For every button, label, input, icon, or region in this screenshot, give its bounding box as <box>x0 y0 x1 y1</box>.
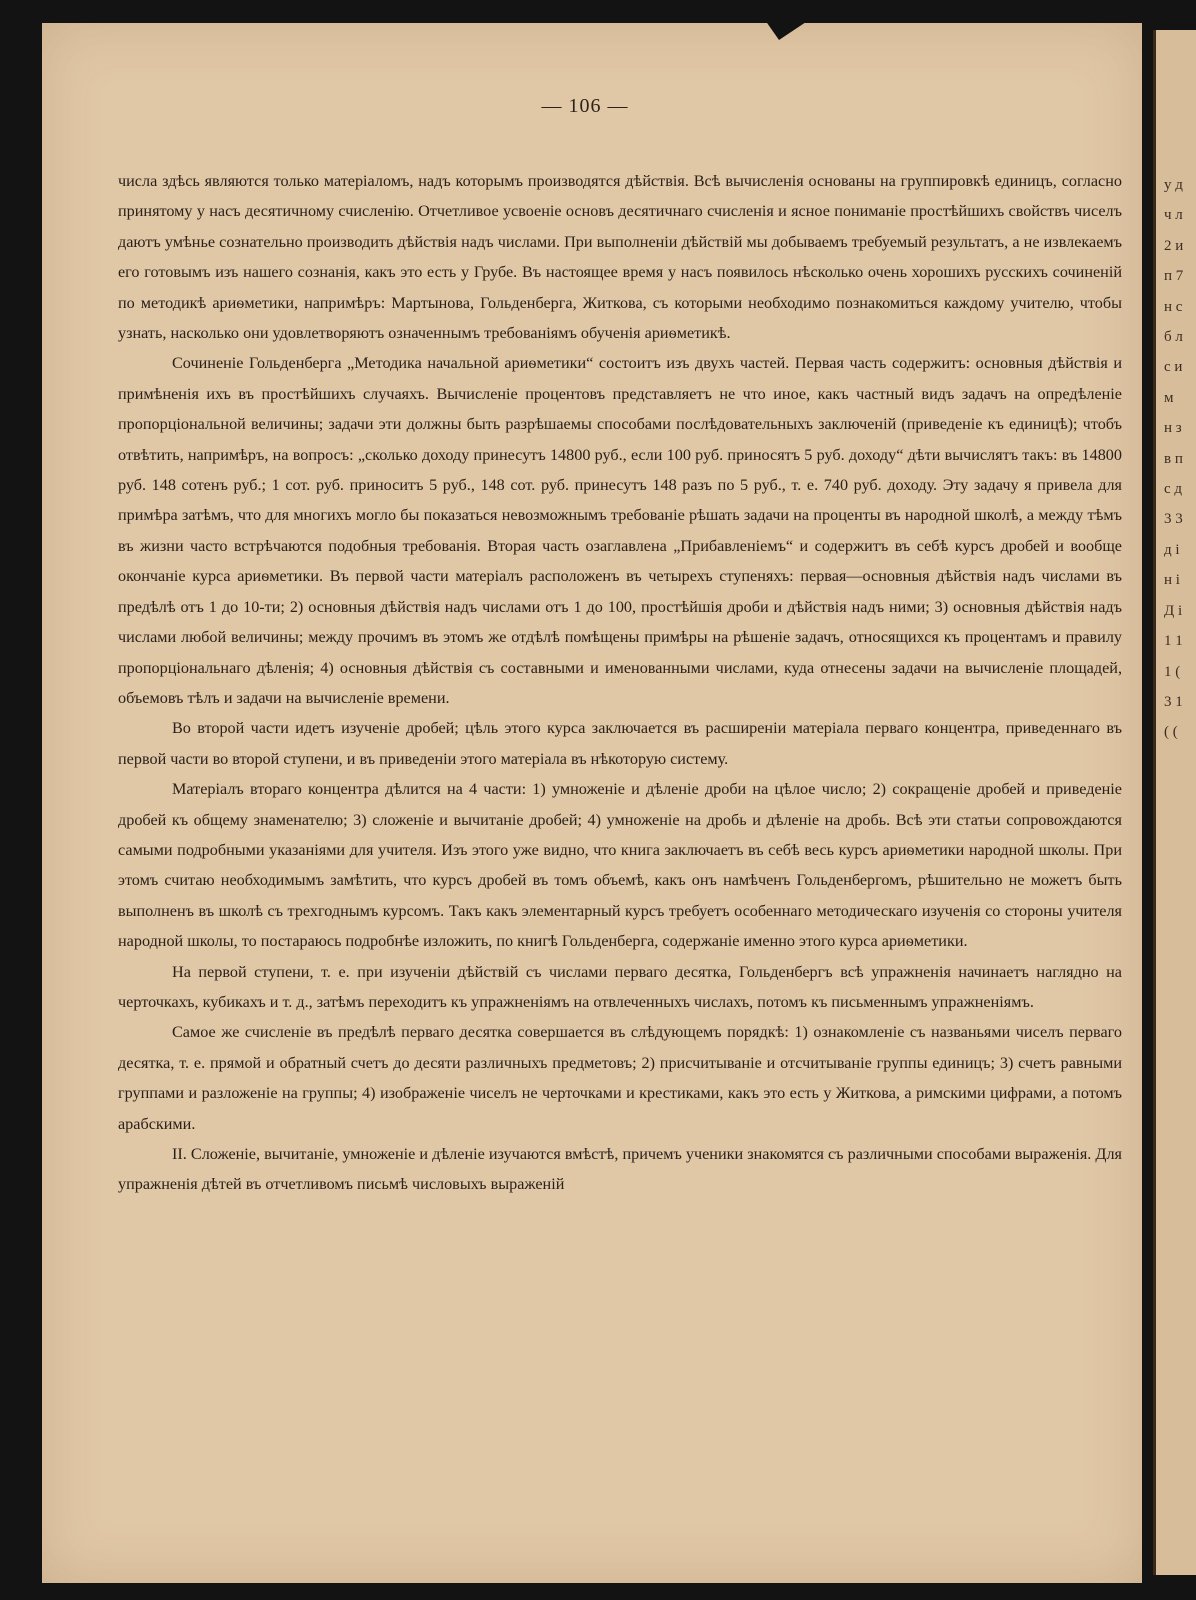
next-page-edge-letters: у д ч л 2 и п 7 н с б л с и м н з в п с д 3 3 д і н і Д і 1 1 1 ( 3 1 ( ( <box>1164 177 1184 741</box>
page-number: — 106 — <box>541 95 629 117</box>
paragraph: Самое же счисленіе въ предѣлѣ перваго десятка совершается въ слѣдующемъ порядкѣ: 1) ознакомленіе съ названьями чиселъ перваго десятка, т. е. прямой и обратный счетъ до десяти различныхъ предметовъ; 2) присчитываніе и отсчитываніе группы единицъ; 3) счетъ равными группами и разложеніе на группы; 4) изображеніе чиселъ не черточками и крестиками, какъ это есть у Житкова, а римскими цифрами, а потомъ арабскими. <box>118 1023 1122 1133</box>
paragraph: Сочиненіе Гольденберга „Методика начальной ариѳметики“ состоитъ изъ двухъ частей. Первая часть содержитъ: основныя дѣйствія и примѣненія ихъ въ простѣйшихъ случаяхъ. Вычисленіе процентовъ представляетъ не что иное, какъ частный видъ задачъ на опредѣленіе пропорціональной величины; задачи эти должны быть разрѣшаемы способами послѣдовательныхъ заключеній (приведеніе къ единицѣ); чтобъ отвѣтить, напримѣръ, на вопросъ: „сколько доходу принесутъ 14800 руб., если 100 руб. приносятъ 5 руб. доходу“ дѣти вычислятъ такъ: въ 14800 руб. 148 сотенъ руб.; 1 сот. руб. приноситъ 5 руб., 148 сот. руб. принесутъ 148 разъ по 5 руб., т. е. 740 руб. доходу. Эту задачу я привела для примѣра затѣмъ, что для многихъ могло бы показаться невозможнымъ требованіе рѣшать задачи на проценты въ народной школѣ, а между тѣмъ въ жизни часто встрѣчаются подобныя требованія. Вторая часть озаглавлена „Прибавленіемъ“ и содержитъ въ себѣ курсъ дробей и вообще окончаніе курса ариѳметики. Въ первой части матеріалъ расположенъ въ четырехъ ступеняхъ: первая—основныя дѣйствія надъ числами въ предѣлѣ отъ 1 до 10-ти; 2) основныя дѣйствія надъ числами отъ 1 до 100, простѣйшія дроби и дѣйствія надъ ними; 3) основныя дѣйствія надъ числами любой величины; между прочимъ въ этомъ же отдѣлѣ помѣщены примѣры на рѣшеніе задачъ, относящихся къ процентамъ и правилу пропорціональнаго дѣленія; 4) основныя дѣйствія съ составными и именованными числами, куда отнесены задачи на вычисленіе площадей, объемовъ тѣлъ и задачи на вычисленіе времени. <box>118 354 1122 707</box>
body-text <box>118 166 1122 1200</box>
paragraph: Матеріалъ втораго концентра дѣлится на 4 части: 1) умноженіе и дѣленіе дроби на цѣлое число; 2) сокращеніе дробей и приведеніе дробей къ общему знаменателю; 3) сложеніе и вычитаніе дробей; 4) умноженіе на дробь и дѣленіе на дробь. Всѣ эти статьи сопровождаются самыми подробными указаніями для учителя. Изъ этого уже видно, что книга заключаетъ въ себѣ весь курсъ ариѳметики народной школы. При этомъ считаю необходимымъ замѣтить, что курсъ дробей въ томъ объемѣ, какъ онъ намѣченъ Гольденбергомъ, рѣшительно не можетъ быть выполненъ въ школѣ съ трехгоднымъ курсомъ. Такъ какъ элементарный курсъ требуетъ особеннаго методическаго изученія со стороны учителя народной школы, то постараюсь подробнѣе изложить, по книгѣ Гольденберга, содержаніе именно этого курса ариѳметики. <box>118 780 1122 951</box>
paragraph: На первой ступени, т. е. при изученіи дѣйствій съ числами перваго десятка, Гольденбергъ всѣ упражненія начинаетъ наглядно на черточкахъ, кубикахъ и т. д., затѣмъ переходитъ къ упражненіямъ на отвлеченныхъ числахъ, потомъ къ письменнымъ упражненіямъ. <box>118 962 1122 1011</box>
paragraph: Во второй части идетъ изученіе дробей; цѣль этого курса заключается въ расширеніи матеріала перваго концентра, приведеннаго въ первой части во второй ступени, и въ приведеніи этого матеріала въ нѣкоторую систему. <box>118 719 1122 768</box>
paragraph: II. Сложеніе, вычитаніе, умноженіе и дѣленіе изучаются вмѣстѣ, причемъ ученики знакомятся съ различными способами выраженія. Для упражненія дѣтей въ отчетливомъ письмѣ числовыхъ выраженій <box>118 1145 1122 1194</box>
paragraph: числа здѣсь являются только матеріаломъ, надъ которымъ производятся дѣйствія. Всѣ вычисленія основаны на группировкѣ единицъ, согласно принятому у насъ десятичному счисленію. Отчетливое усвоеніе основъ десятичнаго счисленія и ясное пониманіе простѣйшихъ свойствъ чиселъ даютъ умѣнье сознательно производить дѣйствія надъ числами. При выполненіи дѣйствій мы добываемъ требуемый результатъ, а не извлекаемъ его готовымъ изъ нашего сознанія, какъ это есть у Грубе. Въ настоящее время у насъ появилось нѣсколько очень хорошихъ русскихъ сочиненій по методикѣ ариѳметики, напримѣръ: Мартынова, Гольденберга, Житкова, съ которыми необходимо познакомиться каждому учителю, чтобы узнать, насколько они удовлетворяютъ означеннымъ требованіямъ обученія ариѳметикѣ. <box>118 172 1122 343</box>
torn-corner <box>765 20 809 40</box>
